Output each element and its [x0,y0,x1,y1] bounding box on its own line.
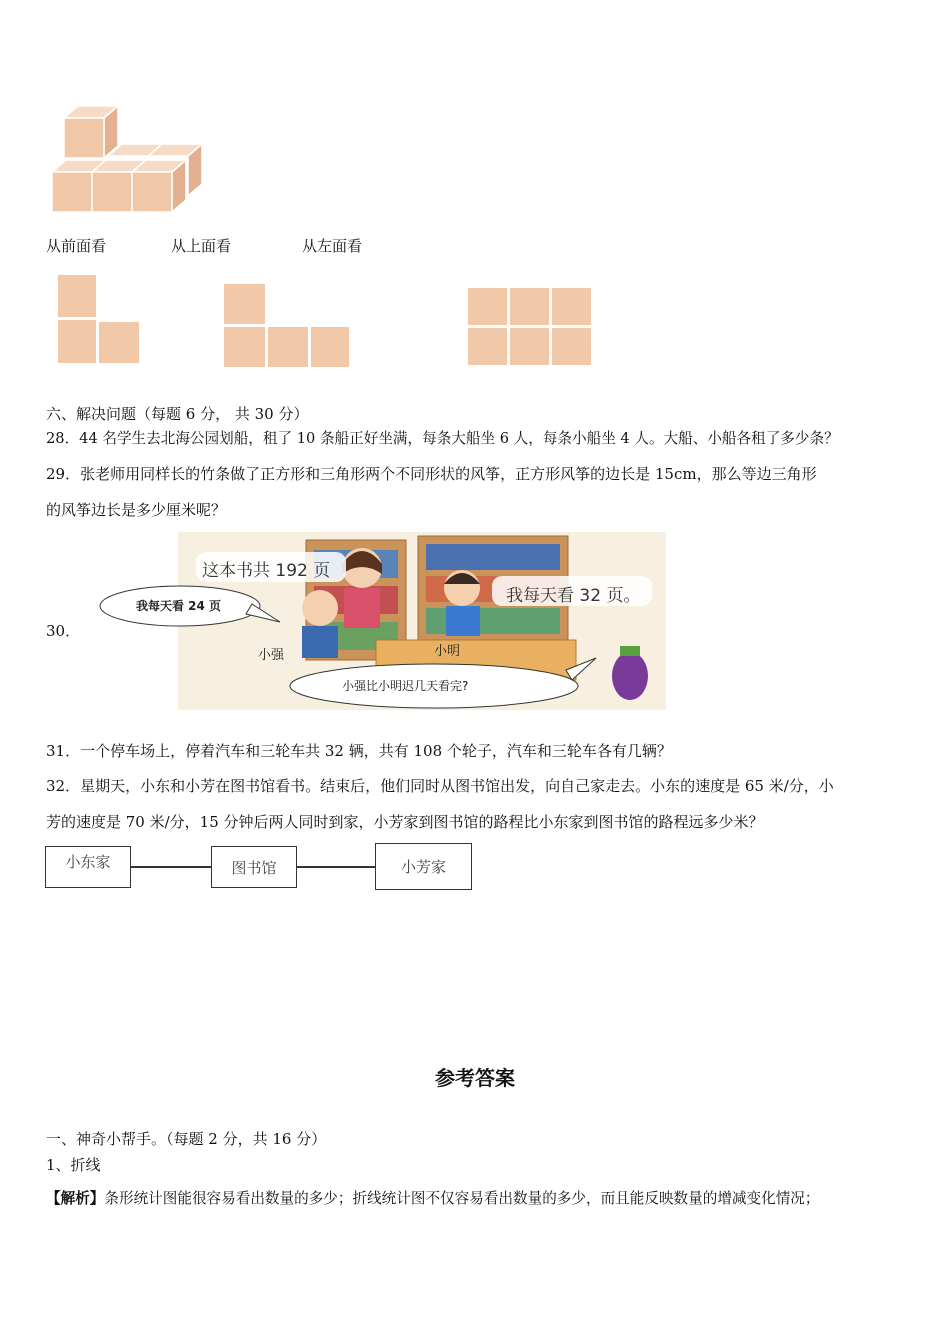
left-view-label: 从左面看 [302,237,363,255]
box-xiaofang-home: 小芳家 [375,843,472,890]
top-view-label: 从上面看 [171,237,232,255]
question-30-illustration [96,530,668,714]
question-29-line1: 29．张老师用同样长的竹条做了正方形和三角形两个不同形状的风筝，正方形风筝的边长是 15cm，那么等边三角形 [46,465,817,483]
front-view-diagram [56,272,142,368]
question-30-number: 30． [46,622,81,640]
top-view-diagram [222,282,352,370]
analysis-tag: 【解析】 [46,1190,105,1207]
question-28: 28．44 名学生去北海公园划船，租了 10 条船正好坐满，每条大船坐 6 人，每条小船坐 4 人。大船、小船各租了多少条？ [46,430,839,447]
question-32-line2: 芳的速度是 70 米/分，15 分钟后两人同时到家，小芳家到图书馆的路程比小东家到图书馆的路程远多少米？ [46,813,764,831]
box-library: 图书馆 [211,846,297,888]
bubble-xiaoqiang-speech: 我每天看 24 页 [136,599,222,613]
answers-section1-heading: 一、神奇小帮手。（每题 2 分，共 16 分） [46,1130,327,1148]
question-31: 31．一个停车场上，停着汽车和三轮车共 32 辆，共有 108 个轮子，汽车和三轮车各有几辆？ [46,742,672,760]
left-view-diagram [466,286,594,368]
analysis-text: 条形统计图能很容易看出数量的多少；折线统计图不仅容易看出数量的多少，而且能反映数量的增减变化情况； [104,1190,820,1207]
question-32-line1: 32．星期天，小东和小芳在图书馆看书。结束后，他们同时从图书馆出发，向自己家走去。小东的速度是 65 米/分，小 [46,777,834,795]
bubble-book-pages: 这本书共 192 页 [202,561,331,581]
route-line-left [131,866,211,868]
question-29-line2: 的风筝边长是多少厘米呢？ [46,501,227,519]
front-view-label: 从前面看 [46,237,107,255]
answer-item-1: 1、折线 [46,1156,101,1174]
bubble-xiaoming-speech: 我每天看 32 页。 [506,586,641,606]
section6-heading: 六、解决问题（每题 6 分， 共 30 分） [46,405,309,423]
answer-analysis [46,1189,820,1209]
name-xiaoming: 小明 [434,644,461,659]
answers-title: 参考答案 [435,1066,515,1090]
name-xiaoqiang: 小强 [258,648,285,663]
route-line-right [297,866,375,868]
bubble-question: 小强比小明迟几天看完? [342,679,469,693]
cube-stack-figure [48,100,208,218]
box-xiaodong-home: 小东家 [45,846,131,888]
